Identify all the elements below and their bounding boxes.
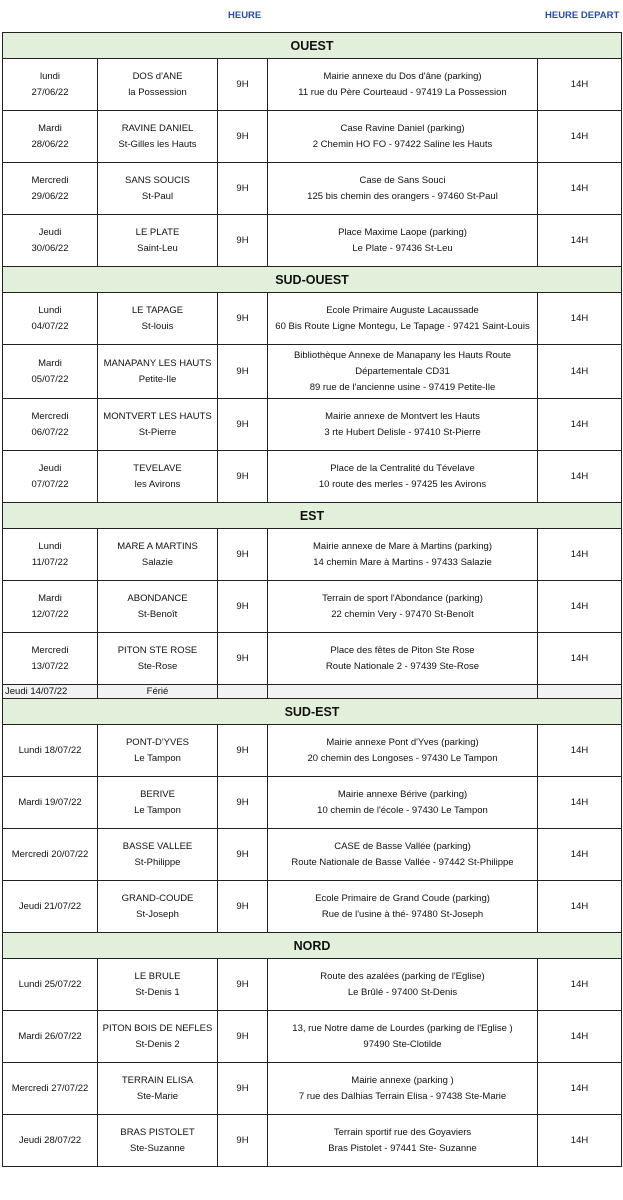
address-cell (268, 1011, 538, 1063)
day-cell (3, 725, 98, 777)
address-cell-line: Place Maxime Laope (parking) (338, 226, 467, 238)
address-cell-line: 22 chemin Very - 97470 St-Benoît (331, 608, 474, 620)
day-cell-line: Mardi (38, 122, 62, 134)
day-cell-line: 05/07/22 (31, 373, 69, 385)
place-cell-line: PITON BOIS DE NEFLES (102, 1022, 213, 1034)
heure-cell: 9H (218, 293, 268, 345)
address-cell-line: 10 chemin de l'école - 97430 Le Tampon (317, 804, 488, 816)
day-cell (3, 777, 98, 829)
place-cell (98, 59, 218, 111)
place-cell-line: Salazie (141, 556, 174, 568)
place-cell-line: Ste-Marie (136, 1090, 179, 1102)
section-title: NORD (3, 933, 622, 959)
address-cell-line: Mairie annexe Pont d'Yves (parking) (326, 736, 479, 748)
day-cell (3, 293, 98, 345)
place-cell-line: Petite-Ile (138, 373, 177, 385)
depart-cell: 14H (538, 777, 622, 829)
depart-cell: 14H (538, 1011, 622, 1063)
day-cell (3, 959, 98, 1011)
day-cell-line: 11/07/22 (31, 556, 69, 568)
place-cell (98, 881, 218, 933)
address-cell-line: Terrain sportif rue des Goyaviers (333, 1126, 472, 1138)
address-cell (268, 1063, 538, 1115)
address-cell-line: Place de la Centralité du Tévelave (330, 462, 475, 474)
heure-cell: 9H (218, 451, 268, 503)
depart-cell: 14H (538, 111, 622, 163)
day-cell-line: Mercredi 20/07/22 (11, 848, 89, 860)
day-cell-line: Lundi 18/07/22 (18, 744, 82, 756)
address-cell-line: 125 bis chemin des orangers - 97460 St-Paul (307, 190, 498, 202)
depart-cell: 14H (538, 163, 622, 215)
column-header-bar (0, 0, 623, 32)
depart-cell: 14H (538, 1063, 622, 1115)
address-cell-line: 20 chemin des Longoses - 97430 Le Tampon (307, 752, 498, 764)
day-cell (3, 529, 98, 581)
address-cell (268, 777, 538, 829)
address-cell-line: Le Brûlé - 97400 St-Denis (347, 986, 458, 998)
day-cell (3, 581, 98, 633)
heure-cell: 9H (218, 725, 268, 777)
day-cell (3, 1011, 98, 1063)
table-row (3, 399, 622, 451)
address-cell (268, 529, 538, 581)
day-cell (3, 345, 98, 399)
table-row (3, 1115, 622, 1167)
section-header-row (3, 33, 622, 59)
place-cell-line: MANAPANY LES HAUTS (103, 357, 212, 369)
place-cell-line: St-louis (141, 320, 174, 332)
place-cell-line: BRAS PISTOLET (120, 1126, 195, 1138)
address-cell (268, 633, 538, 685)
address-cell-line: Case Ravine Daniel (parking) (340, 122, 465, 134)
address-cell-line: 3 rte Hubert Delisle - 97410 St-Pierre (324, 426, 481, 438)
depart-cell: 14H (538, 529, 622, 581)
depart-cell: 14H (538, 451, 622, 503)
address-cell-line: Mairie annexe Bérive (parking) (337, 788, 468, 800)
day-cell-line: Jeudi 21/07/22 (18, 900, 82, 912)
place-cell-line: St-Pierre (138, 426, 177, 438)
place-cell-line: PONT-D'YVES (125, 736, 190, 748)
address-cell-line: 2 Chemin HO FO - 97422 Saline les Hauts (312, 138, 493, 150)
day-cell-line: 13/07/22 (31, 660, 69, 672)
table-row (3, 725, 622, 777)
table-row (3, 881, 622, 933)
place-cell (98, 633, 218, 685)
section-title: SUD-OUEST (3, 267, 622, 293)
day-cell-line: 12/07/22 (31, 608, 69, 620)
day-cell-line: Mercredi (31, 410, 69, 422)
address-cell-line: Départementale CD31 (355, 365, 450, 377)
table-row (3, 529, 622, 581)
table-row (3, 451, 622, 503)
day-cell-line: Mardi 19/07/22 (18, 796, 82, 808)
table-row (3, 163, 622, 215)
heure-cell: 9H (218, 633, 268, 685)
address-cell (268, 111, 538, 163)
address-cell-line: Bibliothèque Annexe de Manapany les Hauts Route (293, 349, 512, 361)
day-cell (3, 881, 98, 933)
place-cell (98, 959, 218, 1011)
heure-cell: 9H (218, 881, 268, 933)
address-cell (268, 1115, 538, 1167)
table-row (3, 1063, 622, 1115)
address-cell (268, 59, 538, 111)
day-cell (3, 451, 98, 503)
table-row (3, 215, 622, 267)
day-cell-line: 29/06/22 (31, 190, 69, 202)
address-cell (268, 725, 538, 777)
day-cell-line: Mercredi (31, 174, 69, 186)
header-heure: HEURE (228, 10, 262, 21)
table-row (3, 345, 622, 399)
place-cell (98, 1115, 218, 1167)
place-cell-line: Le Tampon (134, 752, 181, 764)
place-cell-line: St-Paul (141, 190, 174, 202)
depart-cell: 14H (538, 293, 622, 345)
day-cell (3, 399, 98, 451)
day-cell-line: Jeudi (38, 226, 62, 238)
section-header-row (3, 503, 622, 529)
place-cell (98, 1011, 218, 1063)
address-cell-line: Ecole Primaire Auguste Lacaussade (326, 304, 479, 316)
depart-cell: 14H (538, 881, 622, 933)
address-cell-line: 89 rue de l'ancienne usine - 97419 Petite-Ile (309, 381, 496, 393)
address-cell-line: Terrain de sport l'Abondance (parking) (322, 592, 483, 604)
day-cell-line: 07/07/22 (31, 478, 69, 490)
address-cell-line: Le Plate - 97436 St-Leu (352, 242, 453, 254)
address-cell-line: Mairie annexe du Dos d'âne (parking) (323, 70, 482, 82)
address-cell-line: Rue de l'usine à thé- 97480 St-Joseph (321, 908, 484, 920)
address-cell-line: 97490 Ste-Clotilde (363, 1038, 442, 1050)
day-cell-line: 27/06/22 (31, 86, 69, 98)
address-cell-line: Ecole Primaire de Grand Coude (parking) (315, 892, 490, 904)
table-row (3, 829, 622, 881)
day-cell-line: Lundi (38, 540, 62, 552)
depart-cell: 14H (538, 59, 622, 111)
place-cell-line: St-Gilles les Hauts (118, 138, 197, 150)
heure-cell: 9H (218, 777, 268, 829)
address-cell-line: Place des fêtes de Piton Ste Rose (330, 644, 475, 656)
address-cell (268, 293, 538, 345)
place-cell (98, 215, 218, 267)
day-cell (3, 111, 98, 163)
place-cell-line: LE PLATE (135, 226, 180, 238)
day-cell-line: 28/06/22 (31, 138, 69, 150)
place-cell (98, 399, 218, 451)
heure-cell: 9H (218, 581, 268, 633)
address-cell-line: Bras Pistolet - 97441 Ste- Suzanne (328, 1142, 477, 1154)
day-cell-line: 30/06/22 (31, 242, 69, 254)
address-cell-line: Mairie annexe de Montvert les Hauts (325, 410, 480, 422)
depart-cell: 14H (538, 215, 622, 267)
place-cell-line: MONTVERT LES HAUTS (103, 410, 212, 422)
place-cell-line: Ste-Rose (137, 660, 178, 672)
depart-cell: 14H (538, 725, 622, 777)
address-cell-line: 7 rue des Dalhias Terrain Elisa - 97438 Ste-Marie (298, 1090, 507, 1102)
place-cell-line: SANS SOUCIS (125, 174, 190, 186)
address-cell (268, 959, 538, 1011)
heure-cell: 9H (218, 215, 268, 267)
address-cell (268, 829, 538, 881)
address-cell (268, 399, 538, 451)
day-cell (3, 215, 98, 267)
day-cell-line: Jeudi 28/07/22 (18, 1134, 82, 1146)
table-row (3, 633, 622, 685)
heure-cell: 9H (218, 345, 268, 399)
day-cell-line: Lundi 25/07/22 (18, 978, 82, 990)
day-cell-line: 04/07/22 (31, 320, 69, 332)
day-cell-line: lundi (39, 70, 61, 82)
address-cell (268, 163, 538, 215)
place-cell-line: LE TAPAGE (131, 304, 184, 316)
holiday-day: Jeudi 14/07/22 (3, 685, 98, 699)
day-cell-line: Lundi (38, 304, 62, 316)
heure-cell: 9H (218, 829, 268, 881)
place-cell-line: PITON STE ROSE (117, 644, 198, 656)
place-cell-line: GRAND-COUDE (121, 892, 194, 904)
day-cell-line: Mercredi 27/07/22 (11, 1082, 89, 1094)
heure-cell: 9H (218, 1011, 268, 1063)
section-header-row (3, 933, 622, 959)
place-cell-line: Ste-Suzanne (130, 1142, 185, 1154)
depart-cell: 14H (538, 581, 622, 633)
table-row (3, 59, 622, 111)
heure-cell: 9H (218, 529, 268, 581)
empty-cell (218, 685, 268, 699)
depart-cell: 14H (538, 399, 622, 451)
place-cell-line: TERRAIN ELISA (121, 1074, 194, 1086)
place-cell (98, 725, 218, 777)
place-cell-line: MARE A MARTINS (117, 540, 198, 552)
schedule-table (2, 32, 622, 1167)
address-cell-line: 14 chemin Mare à Martins - 97433 Salazie (313, 556, 492, 568)
depart-cell: 14H (538, 829, 622, 881)
place-cell (98, 163, 218, 215)
day-cell (3, 163, 98, 215)
address-cell (268, 451, 538, 503)
place-cell (98, 581, 218, 633)
day-cell (3, 633, 98, 685)
place-cell-line: Le Tampon (134, 804, 181, 816)
section-title: SUD-EST (3, 699, 622, 725)
holiday-label: Férié (98, 685, 218, 699)
section-title: OUEST (3, 33, 622, 59)
place-cell-line: DOS d'ANE (132, 70, 183, 82)
place-cell (98, 451, 218, 503)
place-cell-line: BASSE VALLEE (122, 840, 193, 852)
place-cell-line: BERIVE (140, 788, 175, 800)
depart-cell: 14H (538, 345, 622, 399)
day-cell (3, 1115, 98, 1167)
day-cell (3, 1063, 98, 1115)
table-row (3, 777, 622, 829)
day-cell-line: Mardi 26/07/22 (18, 1030, 82, 1042)
heure-cell: 9H (218, 1115, 268, 1167)
place-cell (98, 1063, 218, 1115)
place-cell-line: TEVELAVE (133, 462, 182, 474)
heure-cell: 9H (218, 163, 268, 215)
heure-cell: 9H (218, 59, 268, 111)
empty-cell (268, 685, 538, 699)
place-cell (98, 345, 218, 399)
table-row (3, 959, 622, 1011)
table-row (3, 1011, 622, 1063)
place-cell-line: les Avirons (134, 478, 181, 490)
heure-cell: 9H (218, 399, 268, 451)
address-cell-line: Mairie annexe (parking ) (351, 1074, 454, 1086)
section-header-row (3, 699, 622, 725)
address-cell-line: Route Nationale 2 - 97439 Ste-Rose (325, 660, 480, 672)
heure-cell: 9H (218, 959, 268, 1011)
place-cell (98, 111, 218, 163)
section-header-row (3, 267, 622, 293)
address-cell (268, 345, 538, 399)
place-cell-line: St-Joseph (136, 908, 179, 920)
place-cell (98, 829, 218, 881)
place-cell (98, 777, 218, 829)
day-cell-line: Mardi (38, 592, 62, 604)
depart-cell: 14H (538, 633, 622, 685)
depart-cell: 14H (538, 959, 622, 1011)
heure-cell: 9H (218, 1063, 268, 1115)
place-cell (98, 293, 218, 345)
place-cell-line: LE BRULE (134, 970, 181, 982)
address-cell-line: 60 Bis Route Ligne Montegu, Le Tapage - 97421 Saint-Louis (275, 320, 530, 332)
empty-cell (538, 685, 622, 699)
address-cell (268, 881, 538, 933)
address-cell-line: Case de Sans Souci (359, 174, 446, 186)
day-cell-line: Mercredi (31, 644, 69, 656)
place-cell-line: RAVINE DANIEL (121, 122, 194, 134)
day-cell-line: 06/07/22 (31, 426, 69, 438)
place-cell-line: la Possession (128, 86, 187, 98)
place-cell-line: St-Denis 1 (135, 986, 180, 998)
place-cell-line: ABONDANCE (127, 592, 188, 604)
table-row (3, 293, 622, 345)
address-cell-line: 11 rue du Père Courteaud - 97419 La Possession (298, 86, 507, 98)
day-cell-line: Jeudi (38, 462, 62, 474)
header-heure-depart: HEURE DEPART (545, 10, 620, 21)
section-title: EST (3, 503, 622, 529)
place-cell-line: Saint-Leu (137, 242, 178, 254)
address-cell-line: Mairie annexe de Mare à Martins (parking) (313, 540, 492, 552)
address-cell-line: 10 route des merles - 97425 les Avirons (318, 478, 487, 490)
day-cell (3, 829, 98, 881)
address-cell (268, 581, 538, 633)
address-cell-line: Route des azalées (parking de l'Eglise) (320, 970, 485, 982)
day-cell-line: Mardi (38, 357, 62, 369)
table-row (3, 111, 622, 163)
holiday-row (3, 685, 622, 699)
address-cell-line: 13, rue Notre dame de Lourdes (parking de l'Eglise ) (292, 1022, 513, 1034)
place-cell (98, 529, 218, 581)
place-cell-line: St-Benoît (137, 608, 178, 620)
day-cell (3, 59, 98, 111)
address-cell-line: CASE de Basse Vallée (parking) (334, 840, 471, 852)
heure-cell: 9H (218, 111, 268, 163)
depart-cell: 14H (538, 1115, 622, 1167)
address-cell-line: Route Nationale de Basse Vallée - 97442 St-Philippe (291, 856, 514, 868)
place-cell-line: St-Denis 2 (135, 1038, 180, 1050)
table-row (3, 581, 622, 633)
place-cell-line: St-Philippe (134, 856, 181, 868)
address-cell (268, 215, 538, 267)
